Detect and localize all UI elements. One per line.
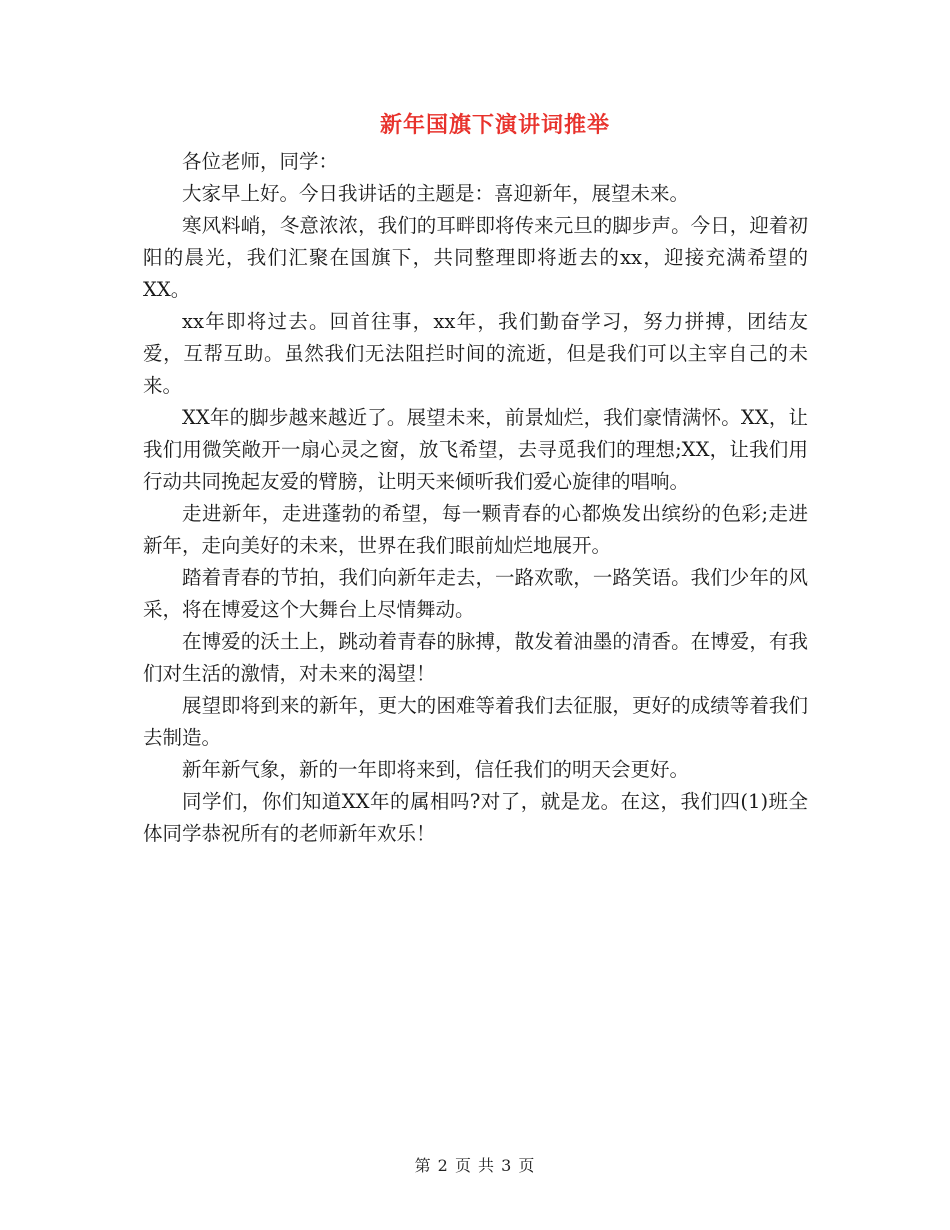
document-title: 新年国旗下演讲词推举 — [379, 113, 610, 138]
paragraph: 新年新气象，新的一年即将来到，信任我们的明天会更好。 — [182, 758, 690, 781]
paragraph: 同学们，你们知道XX年的属相吗?对了，就是龙。在这，我们四(1)班全体同学恭祝所有的老师新年欢乐！ — [143, 790, 808, 845]
paragraph: 寒风料峭，冬意浓浓，我们的耳畔即将传来元旦的脚步声。今日，迎着初阳的晨光，我们汇聚在国旗下，共同整理即将逝去的xx，迎接充满希望的XX。 — [143, 214, 808, 301]
paragraph: 在博爱的沃土上，跳动着青春的脉搏，散发着油墨的清香。在博爱，有我们对生活的激情，对未来的渴望！ — [143, 630, 808, 685]
paragraph: 各位老师，同学： — [182, 150, 339, 173]
paragraph: XX年的脚步越来越近了。展望未来，前景灿烂，我们豪情满怀。XX，让我们用微笑敞开一扇心灵之窗，放飞希望，去寻觅我们的理想;XX，让我们用行动共同挽起友爱的臂膀，让明天来倾听我们爱心旋律的唱响。 — [143, 406, 808, 493]
paragraph: 走进新年，走进蓬勃的希望，每一颗青春的心都焕发出缤纷的色彩;走进新年，走向美好的未来，世界在我们眼前灿烂地展开。 — [143, 502, 808, 557]
page-number: 第 2 页 共 3 页 — [414, 1156, 536, 1175]
paragraph: xx年即将过去。回首往事，xx年，我们勤奋学习，努力拼搏，团结友爱，互帮互助。虽然我们无法阻拦时间的流逝，但是我们可以主宰自己的未来。 — [143, 310, 808, 397]
paragraph: 展望即将到来的新年，更大的困难等着我们去征服，更好的成绩等着我们去制造。 — [143, 694, 808, 749]
paragraph: 大家早上好。今日我讲话的主题是：喜迎新年，展望未来。 — [182, 182, 690, 205]
paragraph: 踏着青春的节拍，我们向新年走去，一路欢歌，一路笑语。我们少年的风采，将在博爱这个大舞台上尽情舞动。 — [143, 566, 808, 621]
document-body — [143, 146, 808, 850]
